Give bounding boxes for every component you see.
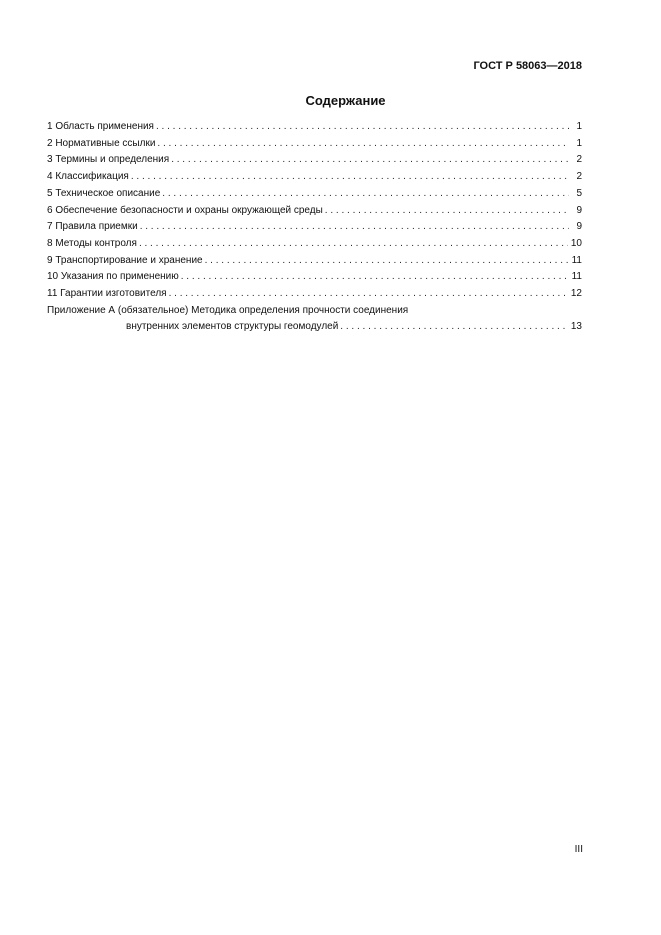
toc-item-page: 11 xyxy=(571,254,582,266)
toc-item-page: 9 xyxy=(576,204,582,216)
toc-leader-dots xyxy=(162,186,569,203)
toc-item[interactable] xyxy=(47,169,582,186)
toc-item-page: 2 xyxy=(576,171,582,183)
toc-appendix-line1[interactable] xyxy=(47,303,582,320)
toc-leader-dots xyxy=(205,253,569,270)
toc-item[interactable] xyxy=(47,269,582,286)
toc-leader-dots xyxy=(140,219,569,236)
toc-item-page: 5 xyxy=(576,187,582,199)
toc-item-label: 6 Обеспечение безопасности и охраны окружающей среды xyxy=(47,204,323,216)
toc-leader-dots xyxy=(169,286,568,303)
toc-item[interactable] xyxy=(47,236,582,253)
document-header-code: ГОСТ Р 58063—2018 xyxy=(473,60,582,72)
toc-leader-dots xyxy=(340,319,568,336)
toc-item-label: 1 Область применения xyxy=(47,121,154,132)
toc-item[interactable] xyxy=(47,136,582,153)
toc-appendix-line2[interactable] xyxy=(47,319,582,336)
toc-item[interactable] xyxy=(47,219,582,236)
toc-leader-dots xyxy=(181,269,569,286)
toc-item-page: 2 xyxy=(576,154,582,166)
toc-item-page: 11 xyxy=(571,271,582,283)
toc-item-label: 4 Классификация xyxy=(47,171,129,183)
toc-item-label: 11 Гарантии изготовителя xyxy=(47,288,167,300)
toc-appendix-label: Приложение А (обязательное) Методика определения прочности соединения xyxy=(47,304,409,316)
toc-item-page: 1 xyxy=(576,137,582,149)
toc-leader-dots xyxy=(171,152,569,169)
toc-item-page: 12 xyxy=(570,288,582,300)
toc-item-label: 10 Указания по применению xyxy=(47,271,179,283)
page-number: III xyxy=(574,844,583,855)
toc-item[interactable] xyxy=(47,203,582,220)
toc-appendix-page: 13 xyxy=(570,321,582,333)
toc-item-label: 9 Транспортирование и хранение xyxy=(47,254,203,266)
toc-item-label: 2 Нормативные ссылки xyxy=(47,137,156,149)
toc-item-page: 10 xyxy=(570,237,582,249)
table-of-contents xyxy=(47,119,582,336)
toc-item-label: 8 Методы контроля xyxy=(47,237,137,249)
toc-title: Содержание xyxy=(305,93,386,108)
toc-leader-dots xyxy=(156,119,569,136)
toc-item[interactable] xyxy=(47,186,582,203)
toc-leader-dots xyxy=(157,136,569,153)
toc-item-label: 5 Техническое описание xyxy=(47,187,161,199)
toc-item-label: 7 Правила приемки xyxy=(47,221,138,233)
toc-item[interactable] xyxy=(47,286,582,303)
toc-leader-dots xyxy=(139,236,568,253)
toc-item-label: 3 Термины и определения xyxy=(47,154,170,166)
toc-appendix-label-cont: внутренних элементов структуры геомодулей xyxy=(126,321,339,333)
toc-leader-dots xyxy=(131,169,569,186)
toc-item[interactable] xyxy=(47,253,582,270)
toc-leader-dots xyxy=(325,203,569,220)
toc-item-page: 1 xyxy=(576,121,582,132)
toc-item[interactable] xyxy=(47,152,582,169)
toc-item-page: 9 xyxy=(576,221,582,233)
toc-item[interactable] xyxy=(47,119,582,136)
